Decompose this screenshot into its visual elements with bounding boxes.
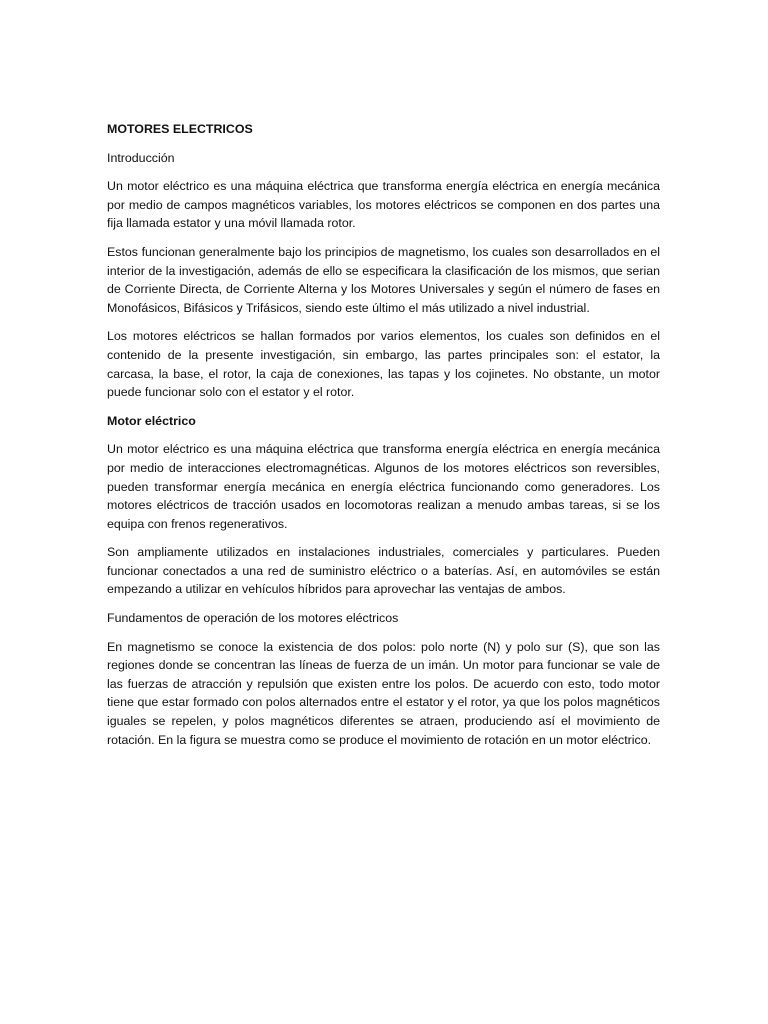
section-heading-motor-electrico: Motor eléctrico [107,413,196,428]
document-title: MOTORES ELECTRICOS [107,122,253,136]
section-heading-fundamentos: Fundamentos de operación de los motores eléctricos [107,611,399,626]
section-heading-introduccion: Introducción [107,150,175,165]
document-body [107,120,660,759]
paragraph: En magnetismo se conoce la existencia de dos polos: polo norte (N) y polo sur (S), que son las regiones donde se concentran las líneas de fuerza de un imán. Un motor para funcionar se vale de las fuerzas de atracción y repulsión que existen entre los polos. De acuerdo con esto, todo motor tiene que estar formado con polos alternados entre el estator y el rotor, ya que los polos magnéticos iguales se repelen, y polos magnéticos diferentes se atraen, produciendo así el movimiento de rotación. En la figura se muestra como se produce el movimiento de rotación en un motor eléctrico. [107,639,660,747]
paragraph: Son ampliamente utilizados en instalaciones industriales, comerciales y particulares. Pueden funcionar conectados a una red de suministro eléctrico o a baterías. Así, en automóviles se están empezando a utilizar en vehículos híbridos para aprovechar las ventajas de ambos. [107,545,660,597]
paragraph: Un motor eléctrico es una máquina eléctrica que transforma energía eléctrica en energía mecánica por medio de campos magnéticos variables, los motores eléctricos se componen en dos partes una fija llamada estator y una móvil llamada rotor. [107,179,660,231]
paragraph: Los motores eléctricos se hallan formados por varios elementos, los cuales son definidos en el contenido de la presente investigación, sin embargo, las partes principales son: el estator, la carcasa, la base, el rotor, la caja de conexiones, las tapas y los cojinetes. No obstante, un motor puede funcionar solo con el estator y el rotor. [107,329,660,400]
paragraph: Estos funcionan generalmente bajo los principios de magnetismo, los cuales son desarrollados en el interior de la investigación, además de ello se especificara la clasificación de los mismos, que serian de Corriente Directa, de Corriente Alterna y los Motores Universales y según el número de fases en Monofásicos, Bifásicos y Trifásicos, siendo este último el más utilizado a nivel industrial. [107,244,660,315]
paragraph: Un motor eléctrico es una máquina eléctrica que transforma energía eléctrica en energía mecánica por medio de interacciones electromagnéticas. Algunos de los motores eléctricos son reversibles, pueden transformar energía mecánica en energía eléctrica funcionando como generadores. Los motores eléctricos de tracción usados en locomotoras realizan a menudo ambas tareas, si se los equipa con frenos regenerativos. [107,442,660,531]
